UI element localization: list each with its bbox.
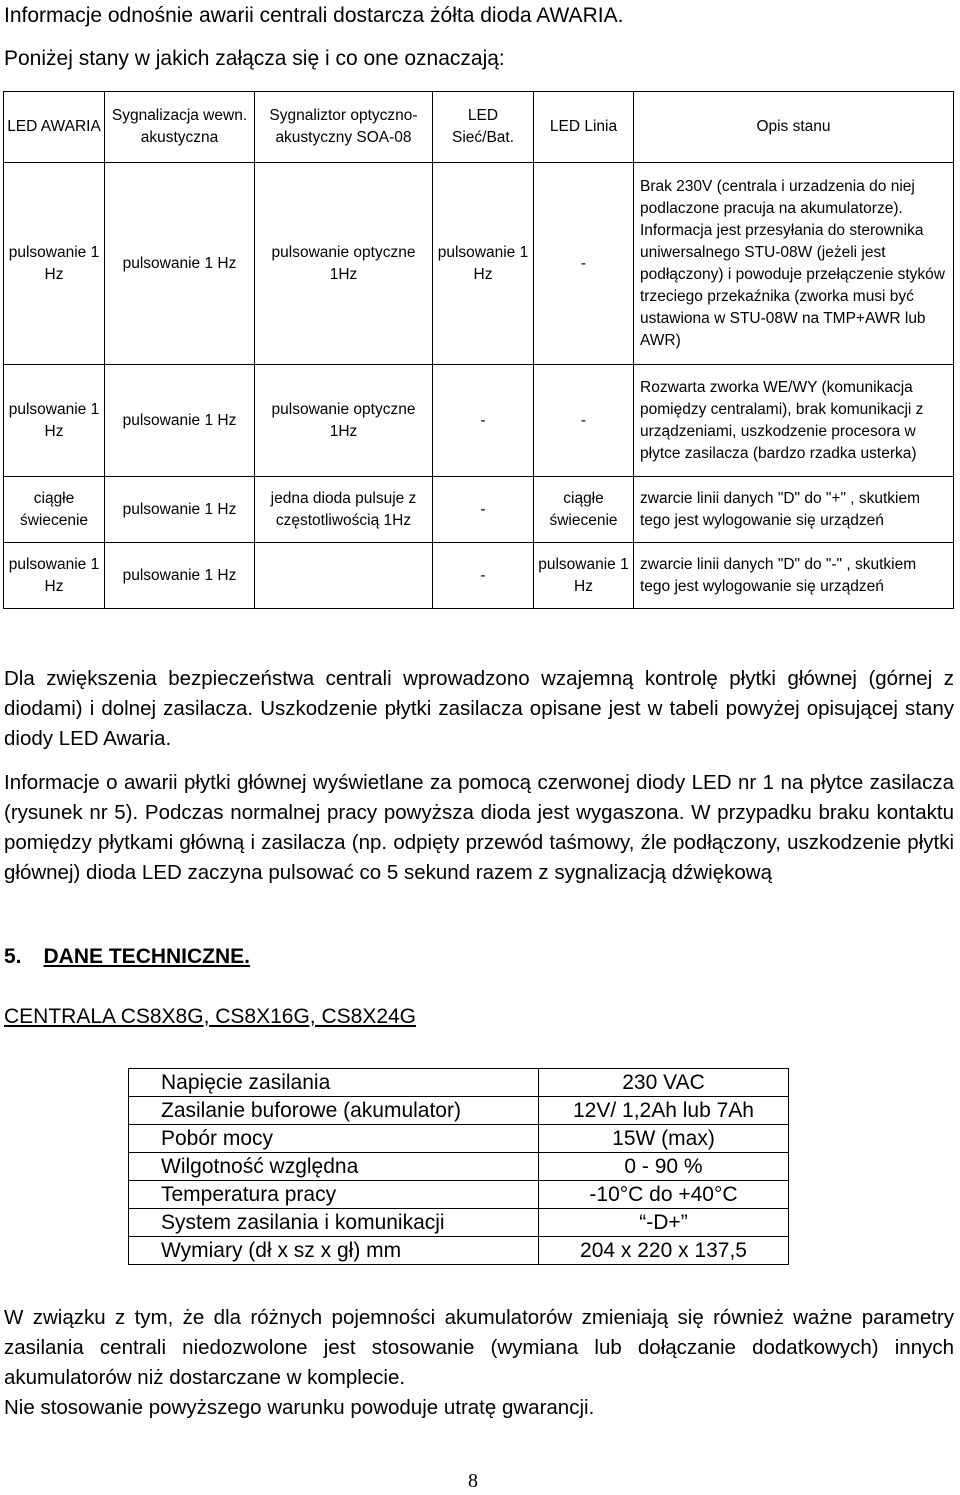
cell-siec: pulsowanie 1 Hz bbox=[433, 163, 534, 365]
cell-opis: Rozwarta zworka WE/WY (komunikacja pomiędzy centralami), brak komunikacji z urządzeniami, uszkodzenie procesora w płytce zasilacza (bardzo rzadka usterka) bbox=[634, 365, 954, 477]
cell-akustyczna: pulsowanie 1 Hz bbox=[105, 477, 255, 543]
cell-linia: pulsowanie 1 Hz bbox=[534, 543, 634, 609]
header-sygnalizacja: Sygnalizacja wewn. akustyczna bbox=[105, 92, 255, 163]
header-soa: Sygnaliztor optyczno-akustyczny SOA-08 bbox=[255, 92, 433, 163]
cell-awaria: ciągłe świecenie bbox=[4, 477, 105, 543]
cell-awaria: pulsowanie 1 Hz bbox=[4, 163, 105, 365]
cell-siec: - bbox=[433, 477, 534, 543]
cell-akustyczna: pulsowanie 1 Hz bbox=[105, 543, 255, 609]
tech-value: 12V/ 1,2Ah lub 7Ah bbox=[539, 1097, 789, 1125]
paragraph-4: Nie stosowanie powyższego warunku powoduje utratę gwarancji. bbox=[4, 1396, 595, 1419]
status-table-header bbox=[4, 92, 954, 163]
tech-value: “-D+” bbox=[539, 1209, 789, 1237]
paragraph-1: Dla zwiększenia bezpieczeństwa centrali wprowadzono wzajemną kontrolę płytki głównej (górnej z diodami) i dolnej zasilacza. Uszkodzenie płytki zasilacza opisane jest w tabeli powyżej opisującej stany diody LED Awaria. bbox=[4, 667, 954, 750]
cell-linia: ciągłe świecenie bbox=[534, 477, 634, 543]
tech-label: Wymiary (dł x sz x gł) mm bbox=[129, 1237, 539, 1265]
intro-line-2: Poniżej stany w jakich załącza się i co one oznaczają: bbox=[4, 47, 505, 70]
table-row bbox=[129, 1181, 789, 1209]
cell-awaria: pulsowanie 1 Hz bbox=[4, 365, 105, 477]
tech-label: Temperatura pracy bbox=[129, 1181, 539, 1209]
tech-label: Napięcie zasilania bbox=[129, 1069, 539, 1097]
table-row bbox=[4, 365, 954, 477]
table-row bbox=[4, 543, 954, 609]
cell-soa: pulsowanie optyczne 1Hz bbox=[255, 365, 433, 477]
section-title: DANE TECHNICZNE. bbox=[43, 945, 251, 968]
cell-soa: jedna dioda pulsuje z częstotliwością 1Hz bbox=[255, 477, 433, 543]
table-row bbox=[129, 1153, 789, 1181]
cell-opis: Brak 230V (centrala i urzadzenia do niej podlaczone pracuja na akumulatorze). Informacja jest przesyłania do sterownika uniwersalnego STU-08W (jeżeli jest podłączony) i powoduje przełączenie styków trzeciego przekaźnika (zworka musi być ustawiona w STU-08W na TMP+AWR lub AWR) bbox=[634, 163, 954, 365]
section-heading bbox=[4, 945, 250, 969]
tech-value: -10°C do +40°C bbox=[539, 1181, 789, 1209]
page-number: 8 bbox=[468, 1470, 478, 1492]
paragraph-2: Informacje o awarii płytki głównej wyświetlane za pomocą czerwonej diody LED nr 1 na płytce zasilacza (rysunek nr 5). Podczas normalnej pracy powyższa dioda jest wygaszona. W przypadku braku kontaktu pomiędzy płytkami główną i zasilacza (np. odpięty przewód taśmowy, źle podłączony, uszkodzenie płytki głównej) dioda LED zaczyna pulsować co 5 sekund razem z sygnalizacją dźwiękową bbox=[4, 771, 954, 884]
header-opis: Opis stanu bbox=[634, 92, 954, 163]
tech-label: Wilgotność względna bbox=[129, 1153, 539, 1181]
cell-siec: - bbox=[433, 543, 534, 609]
table-row bbox=[129, 1069, 789, 1097]
cell-soa: pulsowanie optyczne 1Hz bbox=[255, 163, 433, 365]
paragraph-3: W związku z tym, że dla różnych pojemności akumulatorów zmieniają się również ważne parametry zasilania centrali niedozwolone jest stosowanie (wymiana lub dołączanie dodatkowych) innych akumulatorów niż dostarczane w komplecie. bbox=[4, 1306, 954, 1389]
table-row bbox=[129, 1125, 789, 1153]
table-row bbox=[129, 1237, 789, 1265]
table-row bbox=[4, 477, 954, 543]
section-number: 5. bbox=[4, 945, 22, 968]
cell-siec: - bbox=[433, 365, 534, 477]
table-row bbox=[4, 163, 954, 365]
tech-value: 15W (max) bbox=[539, 1125, 789, 1153]
cell-akustyczna: pulsowanie 1 Hz bbox=[105, 163, 255, 365]
header-led-siec: LED Sieć/Bat. bbox=[433, 92, 534, 163]
cell-opis: zwarcie linii danych "D" do "-" , skutkiem tego jest wylogowanie się urządzeń bbox=[634, 543, 954, 609]
cell-opis: zwarcie linii danych "D" do "+" , skutkiem tego jest wylogowanie się urządzeń bbox=[634, 477, 954, 543]
intro-line-1: Informacje odnośnie awarii centrali dostarcza żółta dioda AWARIA. bbox=[4, 4, 624, 27]
header-led-awaria: LED AWARIA bbox=[4, 92, 105, 163]
cell-awaria: pulsowanie 1 Hz bbox=[4, 543, 105, 609]
header-led-linia: LED Linia bbox=[534, 92, 634, 163]
warranty-text bbox=[4, 1303, 954, 1423]
cell-akustyczna: pulsowanie 1 Hz bbox=[105, 365, 255, 477]
status-table bbox=[3, 91, 954, 609]
table-row bbox=[129, 1097, 789, 1125]
tech-label: Zasilanie buforowe (akumulator) bbox=[129, 1097, 539, 1125]
tech-value: 204 x 220 x 137,5 bbox=[539, 1237, 789, 1265]
tech-value: 0 - 90 % bbox=[539, 1153, 789, 1181]
cell-linia: - bbox=[534, 163, 634, 365]
centrala-title: CENTRALA CS8X8G, CS8X16G, CS8X24G bbox=[4, 1005, 417, 1028]
table-row bbox=[129, 1209, 789, 1237]
tech-label: Pobór mocy bbox=[129, 1125, 539, 1153]
tech-value: 230 VAC bbox=[539, 1069, 789, 1097]
cell-linia: - bbox=[534, 365, 634, 477]
cell-soa bbox=[255, 543, 433, 609]
tech-label: System zasilania i komunikacji bbox=[129, 1209, 539, 1237]
tech-table bbox=[128, 1068, 789, 1265]
